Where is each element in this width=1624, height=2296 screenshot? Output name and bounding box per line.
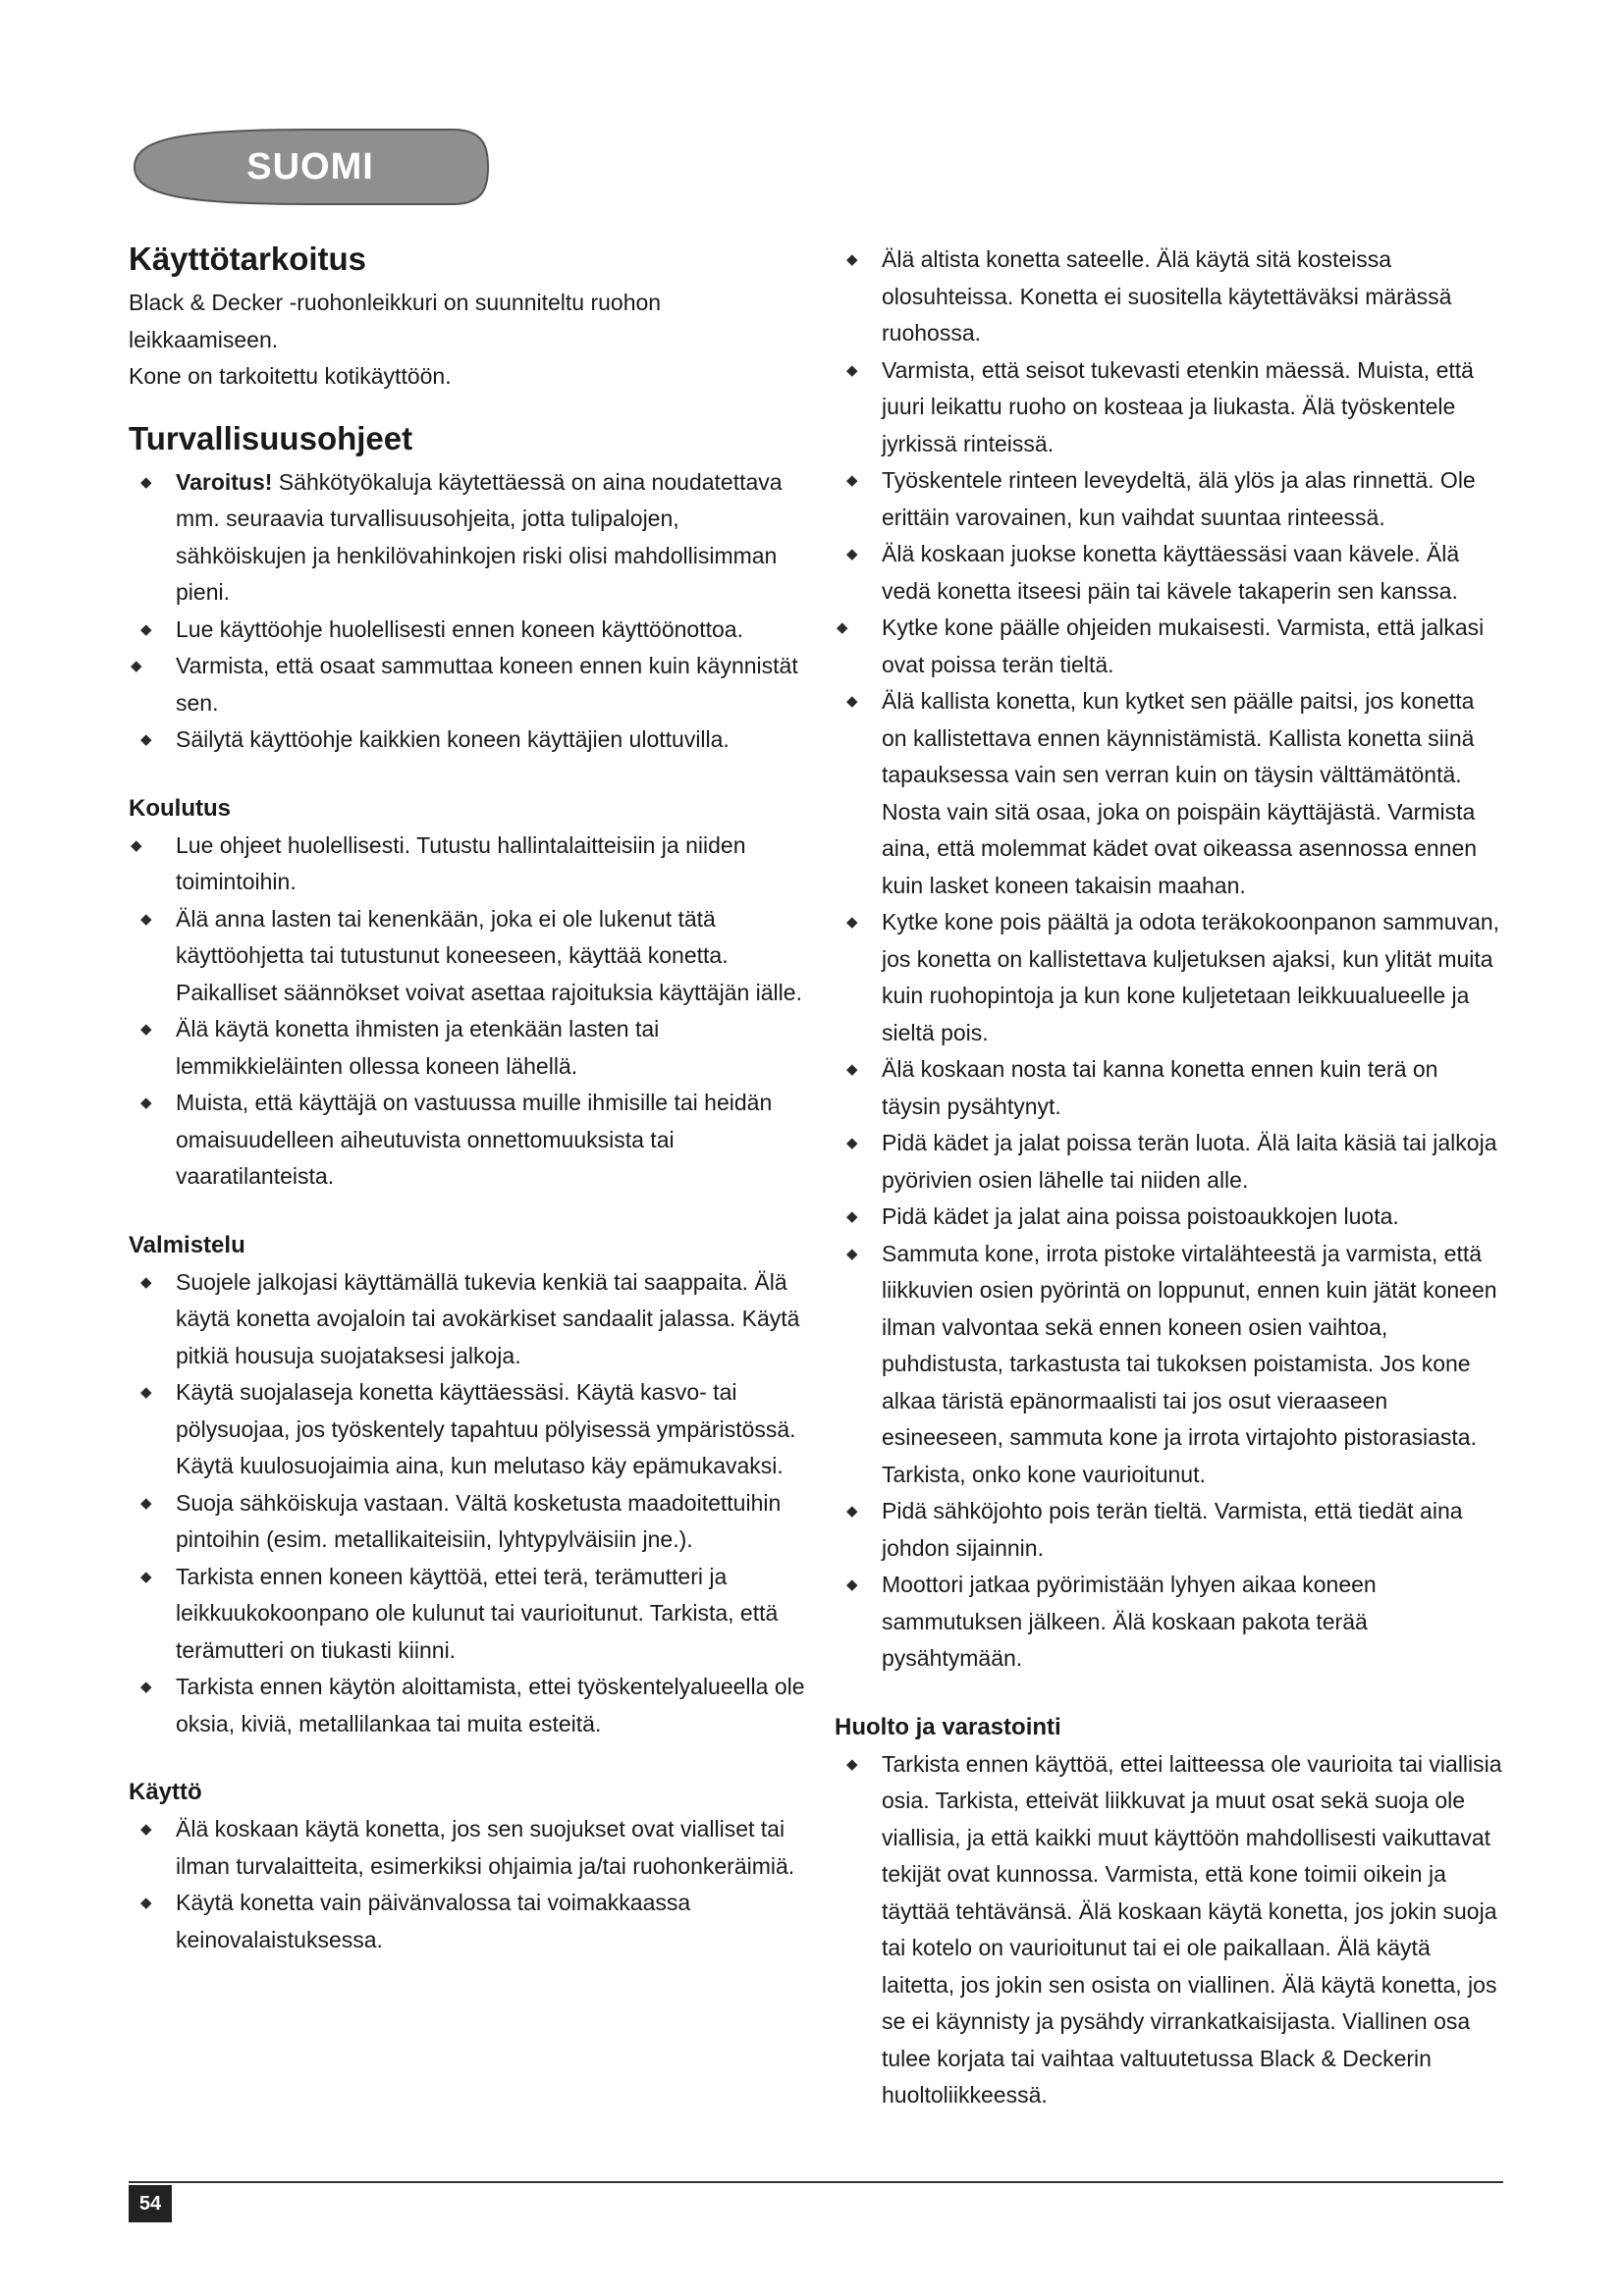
bullet-icon: ◆: [131, 658, 142, 674]
bullet-icon: ◆: [140, 620, 152, 638]
list-item: [835, 683, 1502, 904]
item-text: Lue käyttöohje huolellisesti ennen koneen käyttöönottoa.: [176, 615, 743, 642]
list-item: [129, 721, 806, 759]
safety-title: Turvallisuusohjeet: [129, 419, 413, 456]
item-text: Tarkista ennen koneen käyttöä, ettei terä, terämutteri ja leikkuukokoonpano ole kulunut tai vaurioitunut. Tarkista, että terämutteri on tiukasti kiinni.: [176, 1563, 779, 1663]
bullet-icon: ◆: [846, 1135, 858, 1151]
item-text: Pidä kädet ja jalat aina poissa poistoaukkojen luota.: [882, 1203, 1399, 1229]
bullet-icon: ◆: [131, 836, 142, 854]
item-text: Älä anna lasten tai kenenkään, joka ei ole lukenut tätä käyttöohjetta tai tutustunut koneeseen, käyttää konetta. Paikalliset säännökset voivat asettaa rajoituksia käyttäjän iälle.: [176, 905, 802, 1005]
list-item: [835, 904, 1502, 1051]
item-text: Älä käytä konetta ihmisten ja etenkään lasten tai lemmikkieläinten ollessa koneen lähellä.: [176, 1016, 660, 1079]
warning-label: Varoitus!: [176, 468, 273, 495]
bullet-icon: ◆: [140, 1679, 152, 1695]
footer-divider: [129, 2181, 1503, 2183]
left-column: [129, 240, 806, 1958]
item-text: Työskentele rinteen leveydeltä, älä ylös ja alas rinnettä. Ole erittäin varovainen, kun vaihdat suuntaa rinteessä.: [882, 467, 1476, 530]
operation-list-continued: [835, 241, 1502, 1678]
training-list: [129, 828, 806, 1196]
list-item: [835, 1125, 1502, 1199]
list-item: [129, 1374, 806, 1485]
intended-use-text: leikkaamiseen.: [129, 326, 279, 352]
list-item: [129, 612, 806, 649]
bullet-icon: ◆: [140, 1021, 152, 1038]
bullet-icon: ◆: [846, 472, 858, 489]
bullet-icon: ◆: [140, 910, 152, 928]
bullet-icon: ◆: [837, 619, 848, 636]
bullet-icon: ◆: [846, 1503, 858, 1520]
item-text: Suoja sähköiskuja vastaan. Vältä kosketusta maadoitettuihin pintoihin (esim. metallikaiteisiin, lyhtypylväisiin jne.).: [176, 1489, 782, 1552]
item-text: Sähkötyökaluja käytettäessä on aina noudatettava mm. seuraavia turvallisuusohjeita, jotta tulipalojen, sähköiskujen ja henkilövahinkojen riski olisi mahdollisimman pieni.: [176, 468, 783, 605]
item-text: Lue ohjeet huolellisesti. Tutustu hallintalaitteisiin ja niiden toimintoihin.: [176, 831, 746, 894]
intended-use-text: Kone on tarkoitettu kotikäyttöön.: [129, 363, 452, 389]
item-text: Kytke kone pois päältä ja odota teräkokoonpanon sammuvan, jos konetta on kallistettava kuljetuksen ajaksi, kun ylität muita kuin ruohopintoja ja kun kone kuljetetaan leikkuualueelle ja sieltä pois.: [882, 909, 1500, 1045]
bullet-icon: ◆: [140, 473, 152, 491]
item-text: Sammuta kone, irrota pistoke virtalähteestä ja varmista, että liikkuvien osien pyörintä on loppunut, ennen kuin jätät koneen ilman valvontaa sekä ennen koneen osien vaihtoa, puhdistusta, tarkastusta tai tukoksen poistamista. Jos kone alkaa täristä epänormaalisti tai jos osut vieraaseen esineeseen, sammuta kone ja irrota virtajohto pistorasiasta. Tarkista, onko kone vaurioitunut.: [882, 1240, 1497, 1487]
item-text: Pidä kädet ja jalat poissa terän luota. Älä laita käsiä tai jalkoja pyörivien osien lähelle tai niiden alle.: [882, 1130, 1497, 1193]
bullet-icon: ◆: [846, 693, 858, 710]
training-title: Koulutus: [129, 794, 231, 822]
bullet-icon: ◆: [140, 1273, 152, 1291]
item-text: Tarkista ennen käyttöä, ettei laitteessa ole vaurioita tai viallisia osia. Tarkista, etteivät liikkuvat ja muut osat sekä suoja ole viallisia, ja että kaikki muut käyttöön mahdollisesti vaikuttavat tekijät ovat kunnossa. Varmista, että kone toimii oikein ja täyttää tehtävänsä. Älä koskaan käytä konetta, jos jokin suoja tai kotelo on vaurioitunut tai ei ole paikallaan. Älä käytä laitetta, jos jokin sen osista on viallinen. Älä käytä konetta, jos se ei käynnisty ja pysähdy virrankatkaisijasta. Viallinen osa tulee korjata tai vaihtaa valtuutetussa Black & Deckerin huoltoliikkeessä.: [882, 1750, 1502, 2108]
bullet-icon: ◆: [846, 361, 858, 379]
intended-use-text: Black & Decker -ruohonleikkuri on suunniteltu ruohon: [129, 290, 662, 315]
maintenance-list: [835, 1746, 1502, 2114]
operation-title: Käyttö: [129, 1779, 202, 1805]
item-text: Suojele jalkojasi käyttämällä tukevia kenkiä tai saappaita. Älä käytä konetta avojaloin tai avokärkiset sandaalit jalassa. Käytä pitkiä housuja suojataksesi jalkoja.: [176, 1268, 800, 1368]
list-item: [835, 536, 1502, 610]
bullet-icon: ◆: [846, 1576, 858, 1593]
list-item: [835, 1236, 1502, 1494]
right-column: [835, 241, 1502, 2114]
list-item: [129, 1264, 806, 1375]
list-item: [835, 610, 1502, 683]
list-item: [129, 1559, 806, 1670]
intended-use-title: Käyttötarkoitus: [129, 240, 367, 277]
item-text: Älä kallista konetta, kun kytket sen päälle paitsi, jos konetta on kallistettava ennen käynnistämistä. Kallista konetta siinä tapauksessa vain sen verran kuin on täysin välttämätöntä. Nosta vain sitä osaa, joka on poispäin käyttäjästä. Varmista aina, että molemmat kädet ovat oikeassa asennossa ennen kuin lasket koneen takaisin maahan.: [882, 688, 1478, 898]
bullet-icon: ◆: [140, 1494, 152, 1512]
item-text: Pidä sähköjohto pois terän tieltä. Varmista, että tiedät aina johdon sijainnin.: [882, 1498, 1463, 1561]
list-item: [129, 1085, 806, 1196]
list-item: [835, 1051, 1502, 1125]
item-text: Käytä konetta vain päivänvalossa tai voimakkaassa keinovalaistuksessa.: [176, 1890, 691, 1952]
list-item: [835, 462, 1502, 536]
bullet-icon: ◆: [140, 731, 152, 748]
bullet-icon: ◆: [846, 1208, 858, 1225]
item-text: Älä koskaan nosta tai kanna konetta ennen kuin terä on täysin pysähtynyt.: [882, 1056, 1438, 1119]
list-item: [835, 241, 1502, 352]
bullet-icon: ◆: [140, 1384, 152, 1401]
bullet-icon: ◆: [140, 1895, 152, 1911]
list-item: [129, 1885, 806, 1958]
bullet-icon: ◆: [846, 914, 858, 931]
bullet-icon: ◆: [140, 1095, 152, 1111]
list-item: [129, 828, 806, 901]
language-tab: [129, 126, 492, 208]
bullet-icon: ◆: [140, 1821, 152, 1838]
language-label: SUOMI: [246, 146, 374, 187]
item-text: Älä koskaan juokse konetta käyttäessäsi vaan kävele. Älä vedä konetta itseesi päin tai kävele takaperin sen kanssa.: [882, 541, 1460, 604]
item-text: Älä koskaan käytä konetta, jos sen suojukset ovat vialliset tai ilman turvalaitteita, esimerkiksi ohjaimia ja/tai ruohonkeräimiä.: [176, 1816, 795, 1879]
bullet-icon: ◆: [846, 1245, 858, 1262]
bullet-icon: ◆: [846, 1755, 858, 1773]
list-item: [129, 464, 806, 612]
item-text: Varmista, että seisot tukevasti etenkin mäessä. Muista, että juuri leikattu ruoho on kosteaa ja liukasta. Älä työskentele jyrkissä rinteissä.: [882, 356, 1474, 456]
bullet-icon: ◆: [846, 546, 858, 562]
list-item: [835, 1746, 1502, 2114]
item-text: Älä altista konetta sateelle. Älä käytä sitä kosteissa olosuhteissa. Konetta ei suositella käytettäväksi märässä ruohossa.: [882, 246, 1452, 346]
list-item: [129, 648, 806, 721]
list-item: [129, 901, 806, 1012]
safety-list: [129, 464, 806, 759]
page-number: 54: [129, 2185, 172, 2222]
item-text: Moottori jatkaa pyörimistään lyhyen aikaa koneen sammutuksen jälkeen. Älä koskaan pakota terää pysähtymään.: [882, 1572, 1377, 1671]
list-item: [835, 1199, 1502, 1236]
list-item: [129, 1011, 806, 1085]
bullet-icon: ◆: [846, 251, 858, 268]
list-item: [835, 1567, 1502, 1678]
bullet-icon: ◆: [140, 1568, 152, 1585]
list-item: [129, 1485, 806, 1559]
item-text: Käytä suojalaseja konetta käyttäessäsi. Käytä kasvo- tai pölysuojaa, jos työskentely tapahtuu pölyisessä ympäristössä. Käytä kuulosuojaimia aina, kun melutaso käy epämukavaksi.: [176, 1379, 796, 1478]
item-text: Tarkista ennen käytön aloittamista, ettei työskentelyalueella ole oksia, kiviä, metallilankaa tai muita esteitä.: [176, 1674, 805, 1736]
preparation-title: Valmistelu: [129, 1231, 245, 1258]
maintenance-title: Huolto ja varastointi: [835, 1713, 1061, 1740]
bullet-icon: ◆: [846, 1061, 858, 1078]
list-item: [835, 352, 1502, 463]
preparation-list: [129, 1264, 806, 1743]
item-text: Varmista, että osaat sammuttaa koneen ennen kuin käynnistät sen.: [176, 653, 798, 716]
list-item: [835, 1493, 1502, 1567]
list-item: [129, 1811, 806, 1885]
operation-list: [129, 1811, 806, 1958]
item-text: Muista, että käyttäjä on vastuussa muille ihmisille tai heidän omaisuudelleen aiheutuvista onnettomuuksista tai vaaratilanteista.: [176, 1090, 773, 1189]
list-item: [129, 1669, 806, 1742]
item-text: Kytke kone päälle ohjeiden mukaisesti. Varmista, että jalkasi ovat poissa terän tieltä.: [882, 614, 1485, 677]
item-text: Säilytä käyttöohje kaikkien koneen käyttäjien ulottuvilla.: [176, 726, 730, 752]
